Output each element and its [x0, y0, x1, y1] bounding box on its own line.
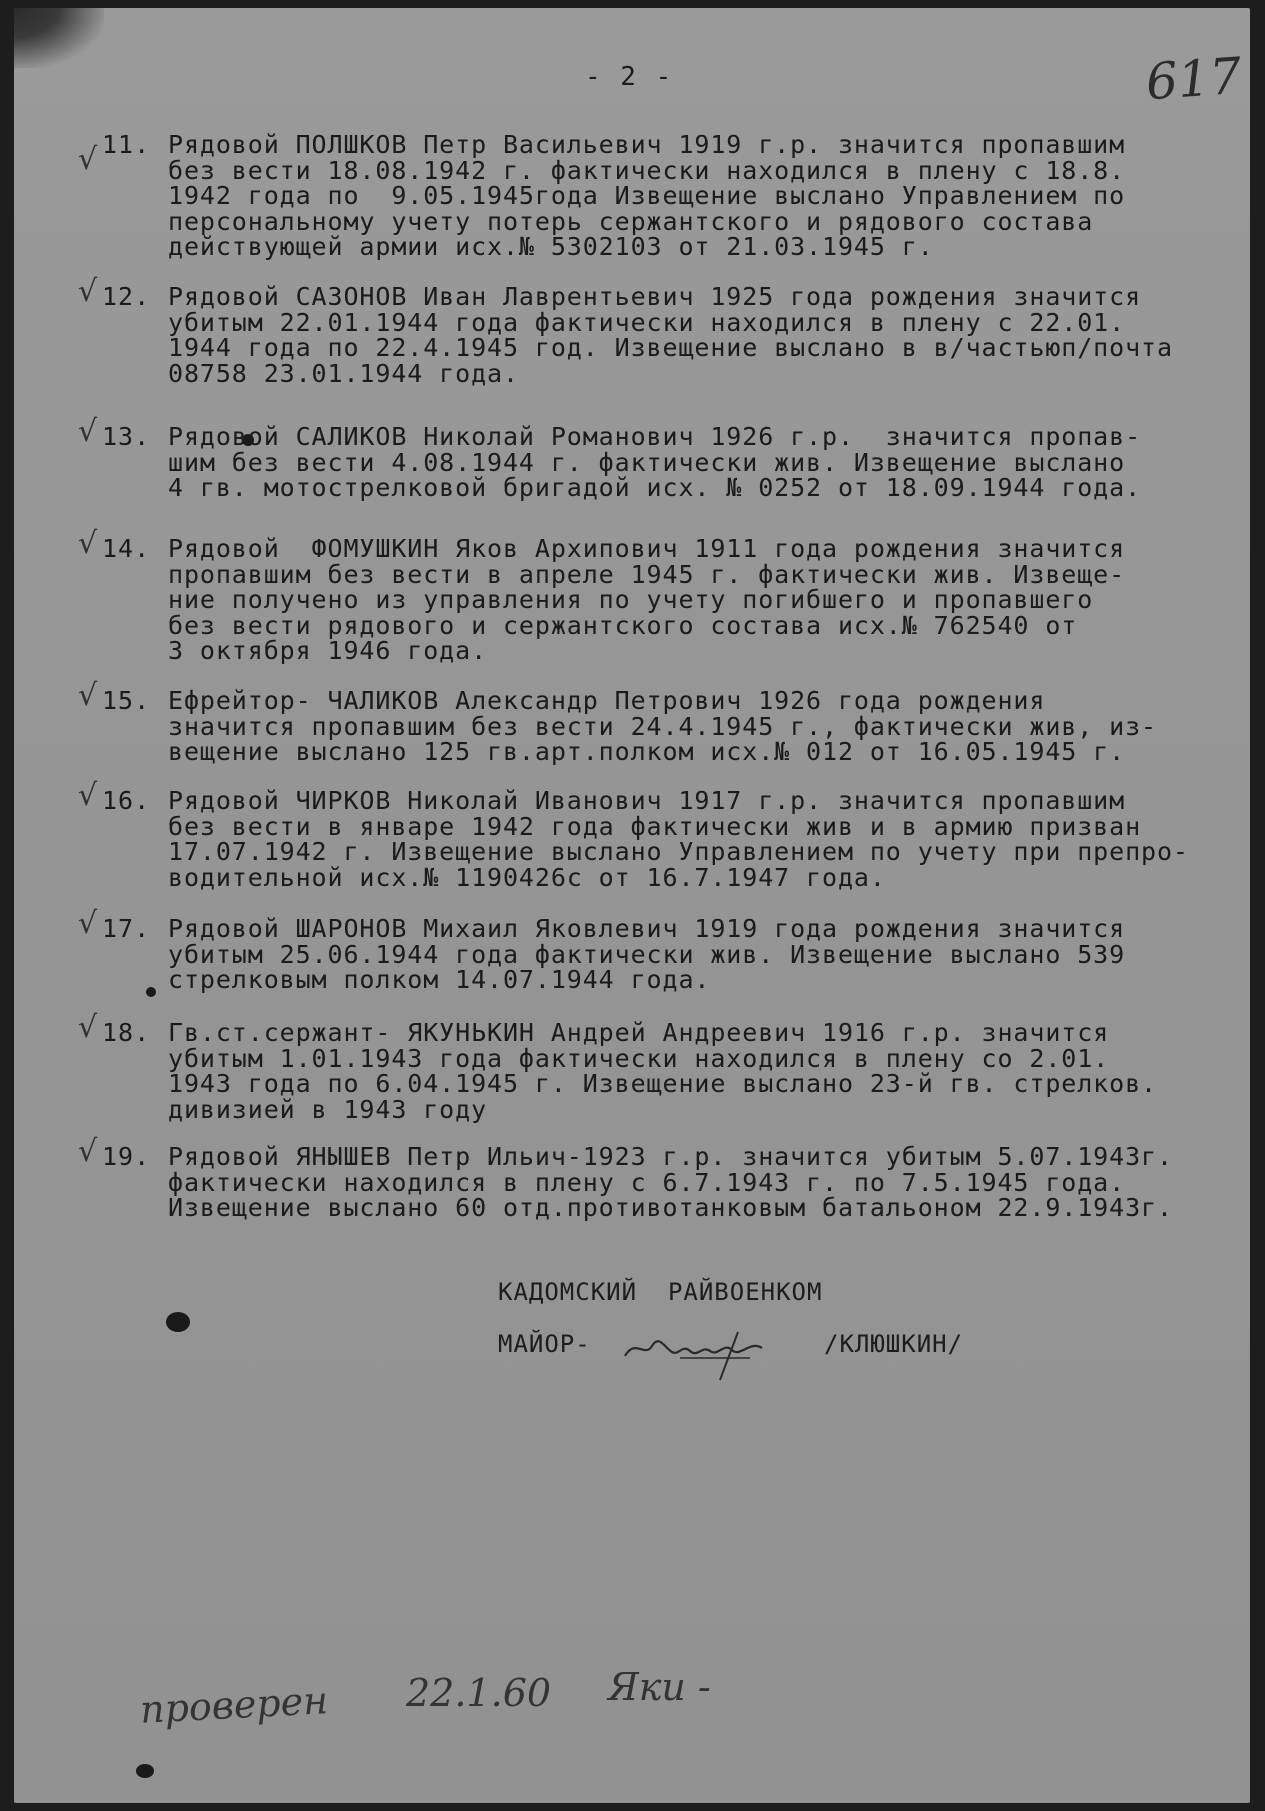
entry-text-line: Ефрейтор- ЧАЛИКОВ Александр Петрович 1926 года рождения: [168, 686, 1046, 715]
entry-text-line: 17.07.1942 г. Извещение выслано Управлением по учету при препро-: [168, 837, 1189, 866]
document-page: [14, 8, 1250, 1803]
entry-text-line: без вести рядового и сержантского состава исх.№ 762540 от: [168, 610, 1078, 640]
handwritten-date: 22.1.60: [406, 1671, 552, 1715]
entry-text-line: персональному учету потерь сержантского и рядового состава: [168, 206, 1094, 236]
entry-text-line: Рядовой САЗОНОВ Иван Лаврентьевич 1925 года рождения значится: [168, 282, 1142, 311]
check-mark-icon: √: [78, 414, 98, 449]
entry-text-line: Рядовой ПОЛШКОВ Петр Васильевич 1919 г.р. значится пропавшим: [168, 130, 1126, 159]
entry-text-line: 1943 года по 6.04.1945 г. Извещение выслано 23-й гв. стрелков.: [168, 1069, 1157, 1098]
check-mark-icon: √: [78, 142, 98, 177]
check-mark-icon: √: [78, 678, 98, 713]
entry-text-line: Гв.ст.сержант- ЯКУНЬКИН Андрей Андреевич 1916 г.р. значится: [168, 1018, 1110, 1047]
entry-text-line: стрелковым полком 14.07.1944 года.: [168, 965, 711, 994]
entry-text-line: вещение выслано 125 гв.арт.полком исх.№ 012 от 16.05.1945 г.: [168, 737, 1126, 766]
entry-text-line: 08758 23.01.1944 года.: [168, 358, 519, 388]
check-mark-icon: √: [78, 1134, 98, 1169]
ink-speck: [146, 987, 156, 997]
entry-text-line: ние получено из управления по учету погибшего и пропавшего: [168, 585, 1094, 614]
check-mark-icon: √: [78, 778, 98, 813]
ink-speck: [166, 1312, 190, 1332]
entry-number: 15.: [102, 686, 151, 715]
signer-rank: МАЙОР-: [498, 1330, 591, 1358]
archive-number-handwritten: 617: [1144, 46, 1244, 112]
entry-number: 18.: [102, 1018, 151, 1047]
entry-text-line: фактически находился в плену с 6.7.1943 г. по 7.5.1945 года.: [168, 1167, 1126, 1197]
entry-text-line: дивизией в 1943 году: [168, 1094, 488, 1124]
entry-text-line: действующей армии исх.№ 5302103 от 21.03.1945 г.: [168, 232, 934, 261]
handwritten-initials: Яки -: [608, 1665, 711, 1709]
entry-text-line: пропавшим без вести в апреле 1945 г. фактически жив. Извеще-: [168, 559, 1126, 589]
entry-text-line: 1944 года по 22.4.1945 год. Извещение выслано в в/частьюп/почта: [168, 333, 1173, 362]
entry-text-line: 1942 года по 9.05.1945года Извещение выслано Управлением по: [168, 181, 1126, 210]
entry-text-line: без вести в январе 1942 года фактически жив и в армию призван: [168, 811, 1142, 841]
entry-text-line: Рядовой ЯНЫШЕВ Петр Ильич-1923 г.р. значится убитым 5.07.1943г.: [168, 1142, 1173, 1171]
entry-text-line: убитым 25.06.1944 года фактически жив. Извещение выслано 539: [168, 939, 1126, 969]
entry-number: 13.: [102, 422, 151, 451]
entry-text-line: убитым 1.01.1943 года фактически находился в плену со 2.01.: [168, 1043, 1110, 1073]
entry-text-line: водительной исх.№ 1190426с от 16.7.1947 года.: [168, 862, 886, 892]
ink-speck: [136, 1764, 154, 1778]
entry-text-line: 3 октября 1946 года.: [168, 636, 488, 665]
entry-text-line: Рядовой ФОМУШКИН Яков Архипович 1911 года рождения значится: [168, 534, 1126, 563]
entry-number: 17.: [102, 914, 151, 943]
entry-number: 12.: [102, 282, 151, 311]
entry-text-line: убитым 22.01.1944 года фактически находился в плену с 22.01.: [168, 307, 1126, 337]
check-mark-icon: √: [78, 1010, 98, 1045]
handwritten-signature: [620, 1318, 780, 1388]
entry-text-line: Рядовой ШАРОНОВ Михаил Яковлевич 1919 года рождения значится: [168, 914, 1126, 943]
check-mark-icon: √: [78, 274, 98, 309]
office-title: КАДОМСКИЙ РАЙВОЕНКОМ: [498, 1278, 823, 1306]
entry-number: 19.: [102, 1142, 151, 1171]
entry-text-line: значится пропавшим без вести 24.4.1945 г., фактически жив, из-: [168, 711, 1157, 741]
page-number: - 2 -: [585, 62, 674, 92]
check-mark-icon: √: [78, 526, 98, 561]
entry-number: 14.: [102, 534, 151, 563]
page-shadow: [14, 8, 104, 68]
entry-text-line: без вести 18.08.1942 г. фактически находился в плену с 18.8.: [168, 155, 1126, 185]
entry-text-line: Рядовой САЛИКОВ Николай Романович 1926 г.р. значится пропав-: [168, 422, 1142, 451]
signer-name: /КЛЮШКИН/: [824, 1330, 964, 1358]
entry-text-line: 4 гв. мотострелковой бригадой исх. № 0252 от 18.09.1944 года.: [168, 473, 1142, 502]
entry-text-line: шим без вести 4.08.1944 г. фактически жив. Извещение выслано: [168, 447, 1126, 477]
entry-text-line: Рядовой ЧИРКОВ Николай Иванович 1917 г.р. значится пропавшим: [168, 786, 1126, 815]
entry-number: 16.: [102, 786, 151, 815]
entry-text-line: Извещение выслано 60 отд.противотанковым батальоном 22.9.1943г.: [168, 1193, 1173, 1222]
entry-number: 11.: [102, 130, 151, 159]
handwritten-verified-word: проверен: [138, 1678, 330, 1732]
check-mark-icon: √: [78, 906, 98, 941]
